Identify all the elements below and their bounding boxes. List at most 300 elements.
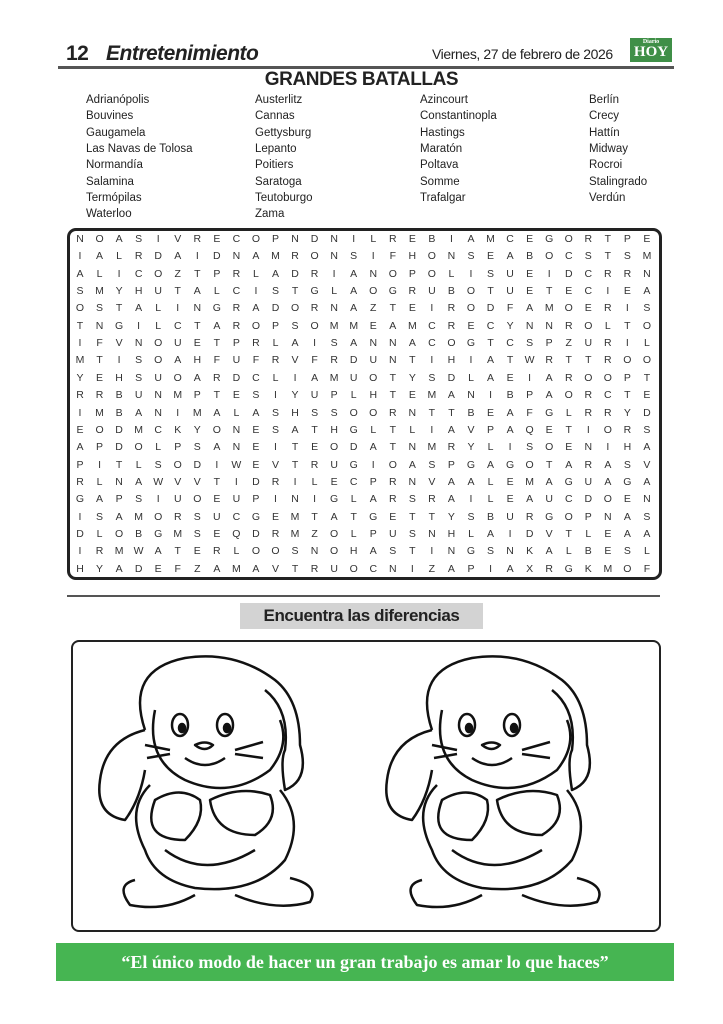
grid-letter[interactable]: N: [330, 302, 338, 315]
grid-letter[interactable]: A: [487, 458, 495, 471]
grid-letter[interactable]: H: [447, 527, 456, 540]
grid-letter[interactable]: A: [526, 302, 534, 315]
grid-letter[interactable]: R: [408, 285, 417, 298]
grid-letter[interactable]: N: [291, 233, 299, 245]
grid-letter[interactable]: O: [251, 545, 261, 558]
grid-letter[interactable]: A: [506, 250, 514, 263]
grid-letter[interactable]: A: [252, 562, 260, 575]
grid-letter[interactable]: R: [310, 302, 319, 315]
grid-letter[interactable]: I: [176, 302, 180, 315]
grid-letter[interactable]: N: [408, 475, 417, 488]
grid-letter[interactable]: Y: [408, 371, 416, 384]
grid-letter[interactable]: R: [232, 302, 241, 315]
grid-letter[interactable]: I: [352, 233, 356, 245]
grid-letter[interactable]: B: [506, 389, 514, 402]
grid-letter[interactable]: R: [604, 302, 612, 315]
grid-letter[interactable]: T: [506, 354, 514, 367]
grid-letter[interactable]: I: [274, 441, 277, 454]
grid-letter[interactable]: I: [547, 267, 551, 280]
grid-letter[interactable]: T: [213, 475, 221, 488]
grid-letter[interactable]: B: [115, 389, 123, 402]
grid-letter[interactable]: T: [487, 337, 494, 350]
grid-letter[interactable]: U: [584, 337, 593, 350]
grid-letter[interactable]: I: [332, 267, 336, 280]
grid-letter[interactable]: N: [643, 267, 651, 280]
grid-letter[interactable]: S: [526, 337, 534, 350]
grid-letter[interactable]: S: [643, 423, 651, 436]
grid-letter[interactable]: O: [251, 319, 261, 332]
grid-letter[interactable]: A: [487, 354, 495, 367]
grid-letter[interactable]: O: [369, 371, 378, 384]
grid-letter[interactable]: E: [252, 458, 260, 471]
grid-letter[interactable]: L: [644, 337, 650, 350]
grid-letter[interactable]: A: [487, 527, 495, 540]
grid-letter[interactable]: I: [293, 371, 297, 384]
grid-letter[interactable]: A: [643, 285, 651, 298]
grid-letter[interactable]: U: [506, 510, 514, 523]
grid-letter[interactable]: M: [232, 562, 241, 575]
grid-letter[interactable]: E: [487, 250, 495, 263]
grid-letter[interactable]: B: [487, 510, 495, 523]
grid-letter[interactable]: O: [427, 267, 436, 280]
grid-letter[interactable]: M: [329, 371, 339, 384]
grid-letter[interactable]: R: [310, 458, 319, 471]
grid-letter[interactable]: R: [95, 389, 104, 402]
grid-letter[interactable]: T: [389, 423, 396, 436]
grid-letter[interactable]: P: [545, 337, 553, 350]
grid-letter[interactable]: T: [194, 319, 201, 332]
grid-letter[interactable]: Y: [467, 441, 475, 454]
grid-letter[interactable]: S: [330, 406, 338, 419]
grid-letter[interactable]: N: [389, 337, 397, 350]
grid-letter[interactable]: M: [427, 441, 437, 454]
grid-letter[interactable]: C: [486, 319, 495, 332]
grid-letter[interactable]: D: [291, 267, 299, 280]
grid-letter[interactable]: E: [232, 389, 240, 402]
grid-letter[interactable]: A: [565, 458, 573, 471]
grid-letter[interactable]: G: [330, 493, 339, 506]
grid-letter[interactable]: K: [174, 423, 182, 436]
grid-letter[interactable]: R: [310, 562, 319, 575]
grid-letter[interactable]: A: [545, 475, 553, 488]
grid-letter[interactable]: A: [96, 493, 104, 506]
grid-letter[interactable]: G: [75, 493, 85, 506]
grid-letter[interactable]: D: [271, 302, 280, 315]
grid-letter[interactable]: E: [213, 493, 221, 506]
grid-letter[interactable]: I: [98, 458, 101, 471]
grid-letter[interactable]: A: [350, 302, 358, 315]
grid-letter[interactable]: G: [388, 285, 397, 298]
grid-letter[interactable]: U: [134, 389, 143, 402]
grid-letter[interactable]: F: [506, 302, 514, 315]
grid-letter[interactable]: W: [133, 545, 144, 558]
grid-letter[interactable]: O: [310, 319, 319, 332]
grid-letter[interactable]: X: [526, 562, 534, 575]
grid-letter[interactable]: S: [428, 371, 436, 384]
grid-letter[interactable]: A: [174, 250, 182, 263]
grid-letter[interactable]: B: [428, 233, 436, 245]
grid-letter[interactable]: E: [408, 233, 416, 245]
grid-letter[interactable]: O: [564, 233, 573, 245]
grid-letter[interactable]: E: [76, 423, 84, 436]
grid-letter[interactable]: S: [96, 510, 104, 523]
grid-letter[interactable]: R: [271, 354, 280, 367]
grid-letter[interactable]: T: [194, 267, 201, 280]
grid-letter[interactable]: T: [545, 285, 553, 298]
grid-letter[interactable]: I: [508, 441, 512, 454]
grid-letter[interactable]: A: [252, 250, 260, 263]
grid-letter[interactable]: D: [447, 371, 456, 384]
grid-letter[interactable]: B: [584, 545, 592, 558]
grid-letter[interactable]: C: [584, 285, 593, 298]
grid-letter[interactable]: E: [467, 319, 475, 332]
grid-letter[interactable]: N: [604, 510, 612, 523]
grid-letter[interactable]: T: [291, 562, 299, 575]
grid-letter[interactable]: M: [544, 302, 554, 315]
grid-letter[interactable]: C: [506, 337, 514, 350]
grid-letter[interactable]: R: [584, 389, 593, 402]
grid-letter[interactable]: G: [466, 458, 476, 471]
grid-letter[interactable]: A: [526, 493, 534, 506]
grid-letter[interactable]: F: [526, 406, 533, 419]
grid-letter[interactable]: L: [644, 545, 650, 558]
grid-letter[interactable]: A: [271, 267, 279, 280]
grid-letter[interactable]: S: [291, 545, 299, 558]
grid-letter[interactable]: E: [408, 302, 416, 315]
grid-letter[interactable]: A: [506, 562, 514, 575]
grid-letter[interactable]: R: [545, 562, 553, 575]
grid-letter[interactable]: E: [584, 302, 592, 315]
grid-letter[interactable]: Z: [194, 562, 201, 575]
grid-letter[interactable]: R: [604, 267, 612, 280]
grid-letter[interactable]: W: [524, 354, 535, 367]
grid-letter[interactable]: E: [389, 510, 397, 523]
grid-letter[interactable]: O: [584, 319, 593, 332]
grid-letter[interactable]: I: [78, 510, 82, 523]
grid-letter[interactable]: P: [408, 267, 416, 280]
grid-letter[interactable]: O: [212, 423, 221, 436]
grid-letter[interactable]: R: [428, 493, 436, 506]
grid-letter[interactable]: I: [508, 527, 512, 540]
grid-letter[interactable]: A: [135, 475, 143, 488]
grid-letter[interactable]: V: [174, 475, 182, 488]
grid-letter[interactable]: Y: [76, 371, 84, 384]
grid-letter[interactable]: I: [156, 493, 160, 506]
grid-letter[interactable]: S: [252, 389, 260, 402]
grid-letter[interactable]: S: [76, 285, 84, 298]
grid-letter[interactable]: M: [603, 562, 613, 575]
grid-letter[interactable]: O: [545, 250, 554, 263]
grid-letter[interactable]: G: [310, 285, 319, 298]
grid-letter[interactable]: O: [369, 406, 378, 419]
grid-letter[interactable]: M: [271, 250, 280, 263]
grid-letter[interactable]: R: [310, 267, 319, 280]
grid-letter[interactable]: N: [389, 562, 397, 575]
grid-letter[interactable]: R: [232, 319, 241, 332]
grid-letter[interactable]: L: [155, 302, 162, 315]
grid-letter[interactable]: T: [291, 285, 299, 298]
grid-letter[interactable]: R: [213, 545, 221, 558]
grid-letter[interactable]: U: [173, 493, 182, 506]
grid-letter[interactable]: D: [213, 250, 221, 263]
grid-letter[interactable]: R: [564, 371, 573, 384]
grid-letter[interactable]: E: [311, 441, 319, 454]
grid-letter[interactable]: L: [272, 371, 279, 384]
grid-letter[interactable]: I: [469, 493, 473, 506]
grid-letter[interactable]: P: [271, 233, 279, 245]
grid-letter[interactable]: N: [134, 337, 143, 350]
grid-letter[interactable]: G: [115, 319, 124, 332]
grid-letter[interactable]: C: [154, 423, 162, 436]
grid-letter[interactable]: R: [213, 371, 221, 384]
grid-letter[interactable]: R: [623, 267, 632, 280]
grid-letter[interactable]: U: [545, 493, 553, 506]
grid-letter[interactable]: I: [586, 423, 590, 436]
grid-letter[interactable]: I: [156, 233, 160, 245]
grid-letter[interactable]: I: [489, 389, 492, 402]
grid-letter[interactable]: A: [545, 545, 553, 558]
grid-letter[interactable]: Q: [232, 527, 241, 540]
grid-letter[interactable]: O: [623, 562, 632, 575]
grid-letter[interactable]: I: [195, 250, 199, 263]
grid-letter[interactable]: L: [370, 233, 377, 245]
grid-letter[interactable]: A: [623, 527, 631, 540]
grid-letter[interactable]: T: [624, 319, 631, 332]
grid-letter[interactable]: G: [466, 545, 476, 558]
grid-letter[interactable]: I: [430, 423, 434, 436]
grid-letter[interactable]: S: [623, 458, 631, 471]
grid-letter[interactable]: S: [643, 302, 651, 315]
grid-letter[interactable]: E: [408, 389, 416, 402]
grid-letter[interactable]: L: [213, 285, 220, 298]
grid-letter[interactable]: M: [192, 406, 202, 419]
grid-letter[interactable]: W: [231, 458, 242, 471]
grid-letter[interactable]: H: [134, 285, 143, 298]
grid-letter[interactable]: I: [78, 337, 82, 350]
grid-letter[interactable]: M: [642, 250, 652, 263]
grid-letter[interactable]: S: [408, 527, 416, 540]
grid-letter[interactable]: Y: [506, 319, 514, 332]
grid-letter[interactable]: R: [604, 337, 612, 350]
grid-letter[interactable]: R: [584, 233, 593, 245]
grid-letter[interactable]: N: [76, 233, 84, 245]
grid-letter[interactable]: A: [213, 406, 221, 419]
grid-letter[interactable]: G: [545, 510, 554, 523]
grid-letter[interactable]: Y: [623, 406, 631, 419]
grid-letter[interactable]: M: [114, 545, 124, 558]
grid-letter[interactable]: V: [643, 458, 651, 471]
grid-letter[interactable]: O: [75, 302, 85, 315]
grid-letter[interactable]: A: [213, 562, 221, 575]
grid-letter[interactable]: O: [251, 233, 261, 245]
grid-letter[interactable]: R: [389, 493, 397, 506]
grid-letter[interactable]: G: [154, 527, 163, 540]
grid-letter[interactable]: A: [604, 458, 612, 471]
grid-letter[interactable]: Z: [428, 562, 436, 575]
grid-letter[interactable]: L: [272, 337, 279, 350]
grid-letter[interactable]: U: [330, 562, 338, 575]
grid-letter[interactable]: V: [291, 354, 299, 367]
grid-letter[interactable]: O: [427, 250, 436, 263]
grid-letter[interactable]: L: [233, 545, 240, 558]
grid-letter[interactable]: C: [252, 371, 260, 384]
grid-letter[interactable]: R: [330, 354, 338, 367]
grid-letter[interactable]: A: [447, 475, 455, 488]
grid-letter[interactable]: F: [174, 562, 181, 575]
grid-letter[interactable]: S: [271, 423, 279, 436]
grid-letter[interactable]: M: [290, 527, 300, 540]
grid-letter[interactable]: T: [409, 545, 416, 558]
grid-letter[interactable]: C: [232, 510, 241, 523]
grid-letter[interactable]: I: [313, 337, 317, 350]
grid-letter[interactable]: V: [545, 527, 553, 540]
grid-letter[interactable]: S: [135, 233, 143, 245]
grid-letter[interactable]: L: [96, 475, 103, 488]
grid-letter[interactable]: E: [193, 545, 201, 558]
grid-letter[interactable]: I: [274, 493, 277, 506]
grid-letter[interactable]: P: [330, 389, 338, 402]
grid-letter[interactable]: P: [213, 267, 221, 280]
grid-letter[interactable]: M: [173, 389, 183, 402]
grid-letter[interactable]: I: [606, 441, 610, 454]
grid-letter[interactable]: S: [291, 319, 299, 332]
grid-letter[interactable]: O: [95, 423, 104, 436]
grid-letter[interactable]: S: [467, 250, 475, 263]
grid-letter[interactable]: R: [584, 458, 593, 471]
grid-letter[interactable]: D: [76, 527, 84, 540]
grid-letter[interactable]: A: [506, 406, 514, 419]
grid-letter[interactable]: A: [252, 406, 260, 419]
grid-letter[interactable]: T: [428, 510, 436, 523]
grid-letter[interactable]: E: [330, 475, 338, 488]
grid-letter[interactable]: E: [565, 441, 573, 454]
grid-letter[interactable]: R: [271, 527, 280, 540]
grid-letter[interactable]: U: [310, 389, 319, 402]
grid-letter[interactable]: D: [643, 406, 651, 419]
grid-letter[interactable]: Y: [96, 562, 104, 575]
grid-letter[interactable]: E: [252, 441, 260, 454]
grid-letter[interactable]: E: [213, 233, 221, 245]
grid-letter[interactable]: R: [604, 406, 612, 419]
grid-letter[interactable]: S: [350, 250, 358, 263]
grid-letter[interactable]: L: [487, 493, 494, 506]
grid-letter[interactable]: L: [116, 250, 123, 263]
grid-letter[interactable]: A: [447, 389, 455, 402]
grid-letter[interactable]: E: [623, 285, 631, 298]
grid-letter[interactable]: S: [96, 302, 104, 315]
grid-letter[interactable]: C: [604, 389, 612, 402]
grid-letter[interactable]: L: [604, 319, 611, 332]
grid-letter[interactable]: T: [565, 527, 572, 540]
grid-letter[interactable]: L: [350, 493, 357, 506]
grid-letter[interactable]: O: [642, 354, 652, 367]
grid-letter[interactable]: R: [623, 423, 632, 436]
grid-letter[interactable]: C: [173, 319, 182, 332]
grid-letter[interactable]: N: [643, 493, 651, 506]
grid-letter[interactable]: O: [349, 406, 358, 419]
grid-letter[interactable]: S: [271, 285, 279, 298]
grid-letter[interactable]: E: [193, 337, 201, 350]
grid-letter[interactable]: L: [409, 423, 416, 436]
grid-letter[interactable]: N: [232, 250, 241, 263]
grid-letter[interactable]: V: [115, 337, 123, 350]
grid-letter[interactable]: T: [311, 510, 318, 523]
grid-letter[interactable]: P: [467, 562, 475, 575]
grid-letter[interactable]: T: [624, 389, 631, 402]
grid-letter[interactable]: T: [604, 250, 612, 263]
grid-letter[interactable]: R: [134, 250, 143, 263]
grid-letter[interactable]: L: [96, 527, 103, 540]
grid-letter[interactable]: H: [330, 423, 338, 436]
grid-letter[interactable]: P: [76, 458, 84, 471]
grid-letter[interactable]: R: [252, 337, 260, 350]
grid-letter[interactable]: L: [565, 406, 572, 419]
grid-letter[interactable]: O: [330, 545, 339, 558]
grid-letter[interactable]: R: [95, 545, 104, 558]
grid-letter[interactable]: T: [604, 233, 612, 245]
grid-letter[interactable]: L: [331, 285, 338, 298]
grid-letter[interactable]: I: [215, 458, 219, 471]
grid-letter[interactable]: I: [449, 233, 453, 245]
grid-letter[interactable]: T: [174, 285, 181, 298]
grid-letter[interactable]: S: [135, 493, 143, 506]
grid-letter[interactable]: G: [564, 562, 573, 575]
grid-letter[interactable]: C: [564, 493, 573, 506]
grid-letter[interactable]: O: [603, 493, 612, 506]
grid-letter[interactable]: D: [115, 441, 123, 454]
grid-letter[interactable]: O: [154, 354, 163, 367]
grid-letter[interactable]: Y: [115, 285, 123, 298]
grid-letter[interactable]: O: [95, 233, 104, 245]
grid-letter[interactable]: P: [447, 458, 455, 471]
grid-letter[interactable]: P: [369, 527, 377, 540]
grid-letter[interactable]: A: [350, 267, 358, 280]
grid-letter[interactable]: S: [623, 250, 631, 263]
grid-letter[interactable]: D: [252, 475, 260, 488]
grid-letter[interactable]: N: [408, 441, 417, 454]
grid-letter[interactable]: T: [643, 371, 651, 384]
grid-letter[interactable]: N: [232, 441, 241, 454]
grid-letter[interactable]: E: [604, 527, 612, 540]
grid-letter[interactable]: T: [565, 423, 572, 436]
grid-letter[interactable]: T: [565, 354, 572, 367]
grid-letter[interactable]: H: [291, 406, 299, 419]
grid-letter[interactable]: A: [311, 371, 319, 384]
grid-letter[interactable]: G: [251, 510, 261, 523]
grid-letter[interactable]: E: [369, 319, 377, 332]
grid-letter[interactable]: S: [135, 354, 143, 367]
grid-letter[interactable]: O: [330, 527, 339, 540]
grid-letter[interactable]: O: [173, 371, 182, 384]
grid-letter[interactable]: N: [506, 545, 514, 558]
grid-letter[interactable]: O: [330, 441, 339, 454]
grid-letter[interactable]: R: [525, 510, 534, 523]
grid-letter[interactable]: A: [174, 354, 182, 367]
grid-letter[interactable]: E: [271, 510, 279, 523]
grid-letter[interactable]: N: [428, 527, 436, 540]
grid-letter[interactable]: T: [448, 406, 455, 419]
grid-letter[interactable]: A: [369, 493, 377, 506]
grid-letter[interactable]: S: [643, 510, 651, 523]
grid-letter[interactable]: E: [154, 562, 162, 575]
grid-letter[interactable]: S: [330, 337, 338, 350]
grid-letter[interactable]: K: [526, 545, 534, 558]
grid-letter[interactable]: P: [623, 233, 631, 245]
grid-letter[interactable]: N: [115, 475, 123, 488]
grid-letter[interactable]: S: [584, 250, 592, 263]
grid-letter[interactable]: R: [76, 475, 84, 488]
grid-letter[interactable]: N: [330, 250, 338, 263]
